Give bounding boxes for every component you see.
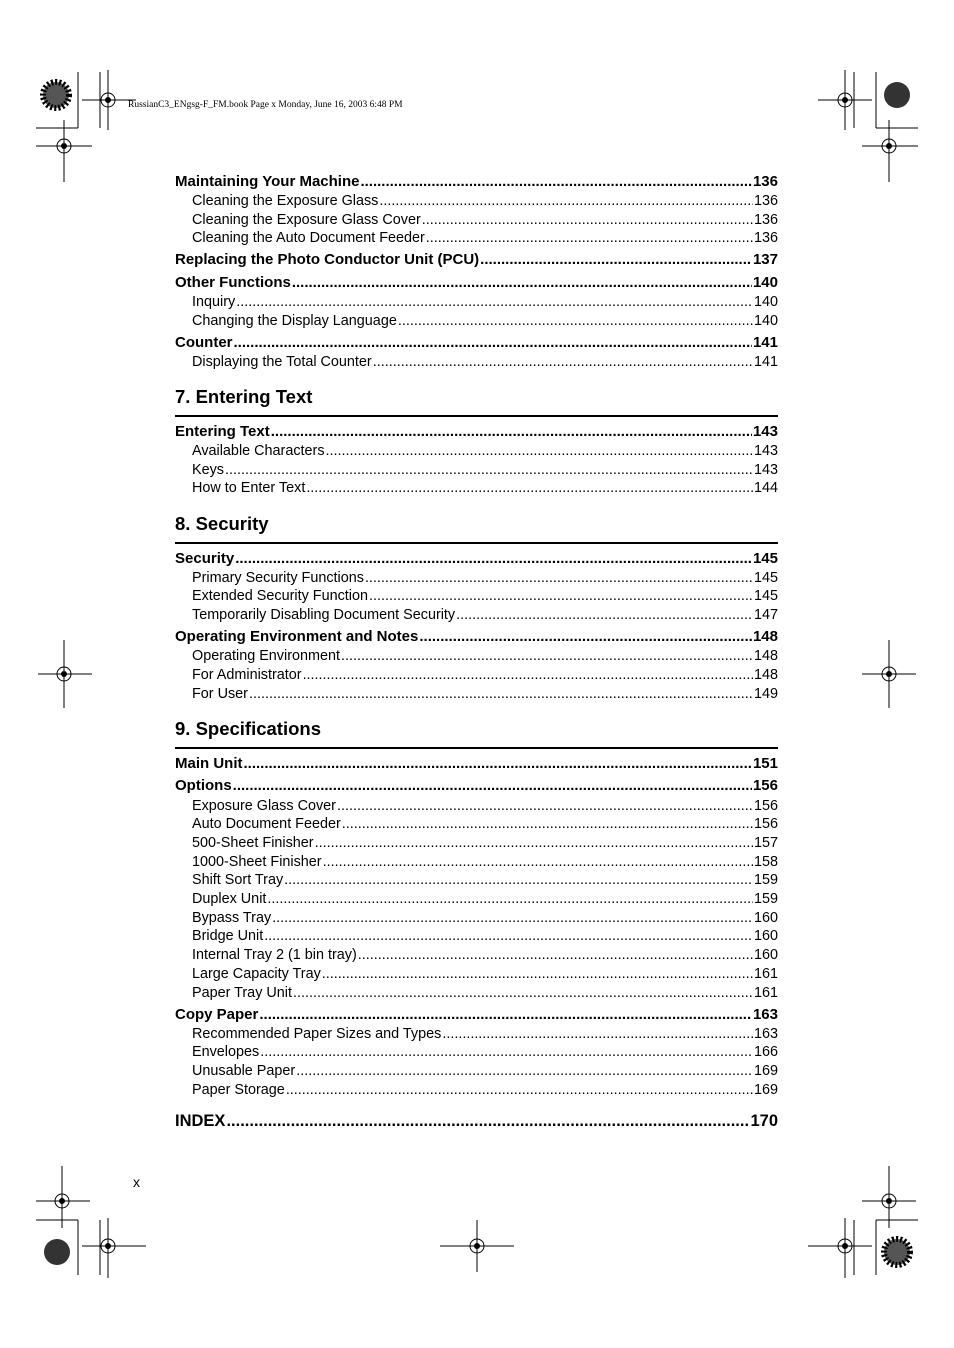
- toc-title: 500-Sheet Finisher: [192, 835, 314, 851]
- print-slug: RussianC3_ENgsg-F_FM.book Page x Monday, June 16, 2003 6:48 PM: [128, 100, 403, 110]
- leader-dots: [337, 797, 753, 815]
- toc-page: 140: [753, 294, 778, 310]
- toc-page: 157: [753, 835, 778, 851]
- toc-page: 156: [753, 816, 778, 832]
- toc-page: 143: [752, 423, 778, 440]
- leader-dots: [260, 1043, 753, 1061]
- toc-page: 148: [753, 667, 778, 683]
- leader-dots: [267, 890, 753, 908]
- toc-title: Displaying the Total Counter: [192, 354, 372, 370]
- toc-title: For User: [192, 686, 248, 702]
- toc-title: Auto Document Feeder: [192, 816, 341, 832]
- leader-dots: [292, 274, 752, 292]
- toc-title: 1000-Sheet Finisher: [192, 854, 322, 870]
- toc-title: Duplex Unit: [192, 891, 267, 907]
- toc-page: 147: [753, 607, 778, 623]
- leader-dots: [480, 251, 752, 269]
- toc-entry[interactable]: [175, 1081, 778, 1099]
- chapter-heading: 9. Specifications: [175, 718, 778, 749]
- page-number: x: [133, 1174, 140, 1190]
- leader-dots: [306, 479, 753, 497]
- toc-entry[interactable]: [175, 274, 778, 292]
- leader-dots: [341, 647, 753, 665]
- toc-title: For Administrator: [192, 667, 302, 683]
- toc-title: Entering Text: [175, 423, 270, 440]
- toc-page: 148: [753, 648, 778, 664]
- leader-dots: [342, 815, 753, 833]
- toc-entry[interactable]: [175, 293, 778, 311]
- toc-entry[interactable]: [175, 1006, 778, 1024]
- toc-entry[interactable]: [175, 965, 778, 983]
- toc-title: Other Functions: [175, 274, 291, 291]
- toc-entry[interactable]: [175, 569, 778, 587]
- toc-page: 169: [753, 1082, 778, 1098]
- leader-dots: [369, 587, 753, 605]
- toc-title: Paper Tray Unit: [192, 985, 292, 1001]
- toc-title: Copy Paper: [175, 1006, 259, 1023]
- chapter-heading: 8. Security: [175, 513, 778, 544]
- toc-entry[interactable]: [175, 815, 778, 833]
- leader-dots: [233, 777, 752, 795]
- toc-page: 151: [752, 755, 778, 772]
- toc-entry[interactable]: [175, 1062, 778, 1080]
- leader-dots: [303, 666, 753, 684]
- toc-entry[interactable]: [175, 890, 778, 908]
- toc-entry[interactable]: [175, 587, 778, 605]
- toc-page: 163: [753, 1026, 778, 1042]
- leader-dots: [365, 569, 753, 587]
- leader-dots: [296, 1062, 753, 1080]
- toc-page: 160: [753, 910, 778, 926]
- toc-entry[interactable]: [175, 755, 778, 773]
- toc-page: 136: [753, 230, 778, 246]
- leader-dots: [379, 192, 753, 210]
- toc-entry[interactable]: [175, 927, 778, 945]
- leader-dots: [293, 984, 753, 1002]
- toc-entry[interactable]: [175, 479, 778, 497]
- toc-entry[interactable]: [175, 871, 778, 889]
- leader-dots: [373, 353, 753, 371]
- toc-page: 149: [753, 686, 778, 702]
- toc-entry-index[interactable]: [175, 1112, 778, 1130]
- leader-dots: [226, 1112, 749, 1130]
- leader-dots: [264, 927, 753, 945]
- toc-entry[interactable]: [175, 984, 778, 1002]
- leader-dots: [442, 1025, 753, 1043]
- toc-title: Security: [175, 550, 235, 567]
- toc-page: 170: [750, 1112, 778, 1130]
- leader-dots: [225, 461, 753, 479]
- toc-entry[interactable]: [175, 946, 778, 964]
- toc-entry[interactable]: [175, 1043, 778, 1061]
- toc-page: 148: [752, 628, 778, 645]
- toc-page: 159: [753, 891, 778, 907]
- toc-title: How to Enter Text: [192, 480, 306, 496]
- toc-title: Cleaning the Exposure Glass: [192, 193, 379, 209]
- leader-dots: [326, 442, 753, 460]
- toc-title: Changing the Display Language: [192, 313, 397, 329]
- toc-page: 137: [752, 251, 778, 268]
- toc-entry[interactable]: [175, 461, 778, 479]
- toc-title: Extended Security Function: [192, 588, 368, 604]
- leader-dots: [286, 1081, 753, 1099]
- leader-dots: [360, 173, 752, 191]
- toc-entry[interactable]: [175, 173, 778, 191]
- toc-title: Primary Security Functions: [192, 570, 364, 586]
- leader-dots: [236, 293, 753, 311]
- toc-entry[interactable]: [175, 251, 778, 269]
- toc-page: 145: [753, 570, 778, 586]
- toc-entry[interactable]: [175, 606, 778, 624]
- leader-dots: [426, 229, 753, 247]
- toc-title: Bypass Tray: [192, 910, 272, 926]
- toc-page: 136: [753, 193, 778, 209]
- toc-title: Options: [175, 777, 232, 794]
- toc-entry[interactable]: [175, 647, 778, 665]
- toc-title: Unusable Paper: [192, 1063, 296, 1079]
- toc-title: Inquiry: [192, 294, 236, 310]
- toc-page: 159: [753, 872, 778, 888]
- toc-page: 145: [752, 550, 778, 567]
- toc-entry[interactable]: [175, 777, 778, 795]
- toc-entry[interactable]: [175, 192, 778, 210]
- toc-page: 156: [752, 777, 778, 794]
- toc-title: Paper Storage: [192, 1082, 285, 1098]
- leader-dots: [271, 423, 752, 441]
- toc-entry[interactable]: [175, 685, 778, 703]
- toc-page: 140: [753, 313, 778, 329]
- toc-page: 160: [753, 947, 778, 963]
- toc-page: 143: [753, 462, 778, 478]
- toc-page: 136: [752, 173, 778, 190]
- toc-entry[interactable]: [175, 442, 778, 460]
- toc-entry[interactable]: [175, 834, 778, 852]
- toc-entry[interactable]: [175, 312, 778, 330]
- toc-title: Maintaining Your Machine: [175, 173, 360, 190]
- toc-page: 141: [752, 334, 778, 351]
- toc-page: 145: [753, 588, 778, 604]
- toc-entry[interactable]: [175, 211, 778, 229]
- leader-dots: [358, 946, 753, 964]
- toc-page: 160: [753, 928, 778, 944]
- toc-page: 141: [753, 354, 778, 370]
- toc-entry[interactable]: [175, 666, 778, 684]
- leader-dots: [234, 334, 752, 352]
- toc-entry[interactable]: [175, 334, 778, 352]
- toc-entry[interactable]: [175, 353, 778, 371]
- toc-title: Large Capacity Tray: [192, 966, 321, 982]
- toc-page: 166: [753, 1044, 778, 1060]
- toc-entry[interactable]: [175, 909, 778, 927]
- leader-dots: [249, 685, 753, 703]
- toc-title: Temporarily Disabling Document Security: [192, 607, 456, 623]
- leader-dots: [244, 755, 752, 773]
- toc-title: Shift Sort Tray: [192, 872, 284, 888]
- leader-dots: [272, 909, 753, 927]
- leader-dots: [284, 871, 753, 889]
- toc-title: Cleaning the Exposure Glass Cover: [192, 212, 421, 228]
- toc-entry[interactable]: [175, 423, 778, 441]
- toc-page: 158: [753, 854, 778, 870]
- toc-page: 163: [752, 1006, 778, 1023]
- leader-dots: [419, 628, 752, 646]
- toc-title: Operating Environment and Notes: [175, 628, 419, 645]
- leader-dots: [315, 834, 753, 852]
- toc-title: Bridge Unit: [192, 928, 264, 944]
- toc-page: 169: [753, 1063, 778, 1079]
- toc-entry[interactable]: [175, 797, 778, 815]
- toc-entry[interactable]: [175, 1025, 778, 1043]
- toc-page: 144: [753, 480, 778, 496]
- leader-dots: [398, 312, 753, 330]
- toc-title: Counter: [175, 334, 233, 351]
- toc-title: Internal Tray 2 (1 bin tray): [192, 947, 357, 963]
- leader-dots: [322, 965, 753, 983]
- chapter-heading: 7. Entering Text: [175, 386, 778, 417]
- toc-title: Operating Environment: [192, 648, 340, 664]
- toc-entry[interactable]: [175, 628, 778, 646]
- toc-title: Recommended Paper Sizes and Types: [192, 1026, 442, 1042]
- leader-dots: [235, 550, 752, 568]
- leader-dots: [323, 853, 753, 871]
- leader-dots: [422, 211, 753, 229]
- toc-title: Envelopes: [192, 1044, 260, 1060]
- toc-page: 140: [752, 274, 778, 291]
- toc-entry[interactable]: [175, 853, 778, 871]
- toc-page: 136: [753, 212, 778, 228]
- toc-title: Available Characters: [192, 443, 325, 459]
- toc-title: Replacing the Photo Conductor Unit (PCU): [175, 251, 480, 268]
- toc-entry[interactable]: [175, 550, 778, 568]
- toc-page: 161: [753, 966, 778, 982]
- toc-page: 156: [753, 798, 778, 814]
- toc-page: 143: [753, 443, 778, 459]
- toc-title: Keys: [192, 462, 224, 478]
- leader-dots: [456, 606, 753, 624]
- toc-entry[interactable]: [175, 229, 778, 247]
- toc-title: Exposure Glass Cover: [192, 798, 336, 814]
- toc-page: 161: [753, 985, 778, 1001]
- toc-title: Cleaning the Auto Document Feeder: [192, 230, 425, 246]
- toc-title: Main Unit: [175, 755, 243, 772]
- leader-dots: [259, 1006, 752, 1024]
- toc-title: INDEX: [175, 1112, 226, 1130]
